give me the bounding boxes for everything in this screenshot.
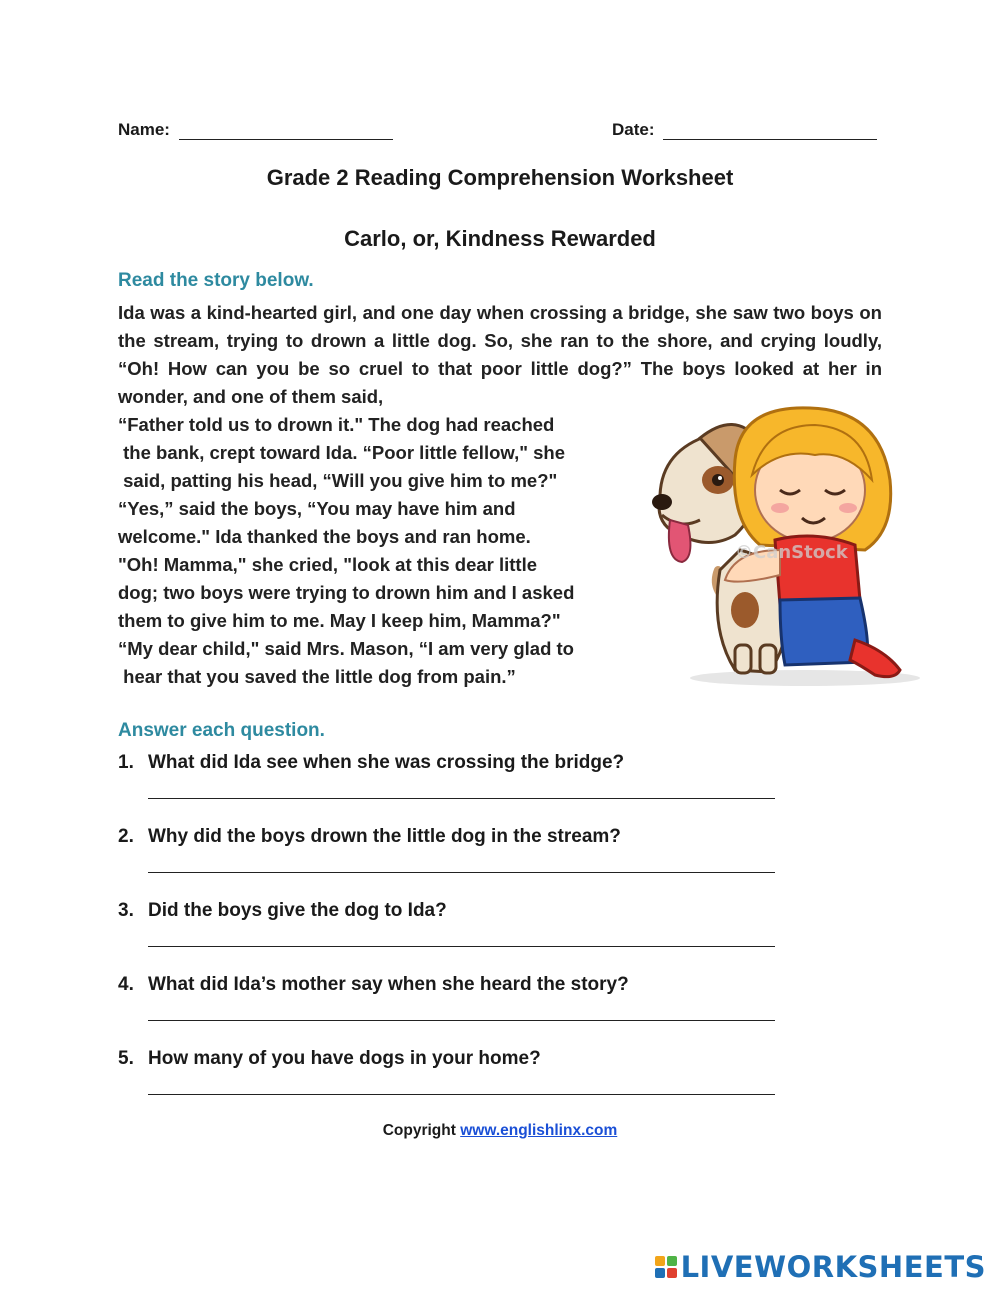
worksheet-title: Grade 2 Reading Comprehension Worksheet [266,165,734,190]
read-instruction: Read the story below. [118,270,314,291]
question-5 [118,1048,541,1070]
question-text: What did Ida’s mother say when she heard the story? [148,974,629,995]
date-field[interactable] [663,139,877,140]
question-text: How many of you have dogs in your home? [148,1048,541,1069]
question-number: 4. [118,974,134,995]
answer-line-1[interactable] [148,798,775,799]
question-number: 3. [118,900,134,921]
name-label: Name: [118,120,170,139]
answer-line-2[interactable] [148,872,775,873]
question-number: 2. [118,826,134,847]
question-text: What did Ida see when she was crossing the bridge? [148,752,625,773]
answer-line-5[interactable] [148,1094,775,1095]
story-line: welcome." Ida thanked the boys and ran home. [118,526,531,547]
story-line: “Yes,” said the boys, “You may have him and [118,498,516,519]
story-title: Carlo, or, Kindness Rewarded [344,226,656,251]
story-line: dog; two boys were trying to drown him and I asked [118,582,575,603]
copyright-line [0,1122,1000,1140]
copyright-label: Copyright [382,1122,456,1139]
question-2 [118,826,621,848]
question-number: 1. [118,752,134,773]
story-line: “My dear child," said Mrs. Mason, “I am very glad to [118,638,574,659]
date-label: Date: [612,120,655,139]
name-field[interactable] [179,139,393,140]
answer-instruction: Answer each question. [118,720,325,741]
story-line: said, patting his head, “Will you give him to me?" [118,470,558,491]
question-number: 5. [118,1048,134,1069]
name-label-row [118,120,393,140]
story-line: "Oh! Mamma," she cried, "look at this dear little [118,554,538,575]
story-continuation [118,411,628,691]
image-watermark: ©CanStock [735,542,848,563]
answer-line-3[interactable] [148,946,775,947]
story-line: the bank, crept toward Ida. “Poor little fellow," she [118,442,566,463]
question-text: Why did the boys drown the little dog in the stream? [148,826,621,847]
answer-line-4[interactable] [148,1020,775,1021]
question-1 [118,752,624,774]
copyright-link[interactable]: www.englishlinx.com [460,1122,618,1139]
girl-hugging-dog-illustration [640,400,920,690]
liveworksheets-logo-icon [655,1256,677,1278]
question-4 [118,974,629,996]
liveworksheets-brand[interactable] [655,1250,986,1284]
story-paragraph: Ida was a kind-hearted girl, and one day when crossing a bridge, she saw two boys on the stream, trying to drown a little dog. So, she ran to the shore, and crying loudly, “Oh! How can you be so cruel to that poor little dog?” The boys looked at her in wonder, and one of them said, [118,302,882,407]
story-line: them to give him to me. May I keep him, Mamma?" [118,610,561,631]
date-label-row [612,120,877,140]
story-line: “Father told us to drown it." The dog had reached [118,414,555,435]
brand-name: LIVEWORKSHEETS [680,1250,986,1284]
question-text: Did the boys give the dog to Ida? [148,900,447,921]
question-3 [118,900,447,922]
story-line: hear that you saved the little dog from pain.” [118,666,516,687]
